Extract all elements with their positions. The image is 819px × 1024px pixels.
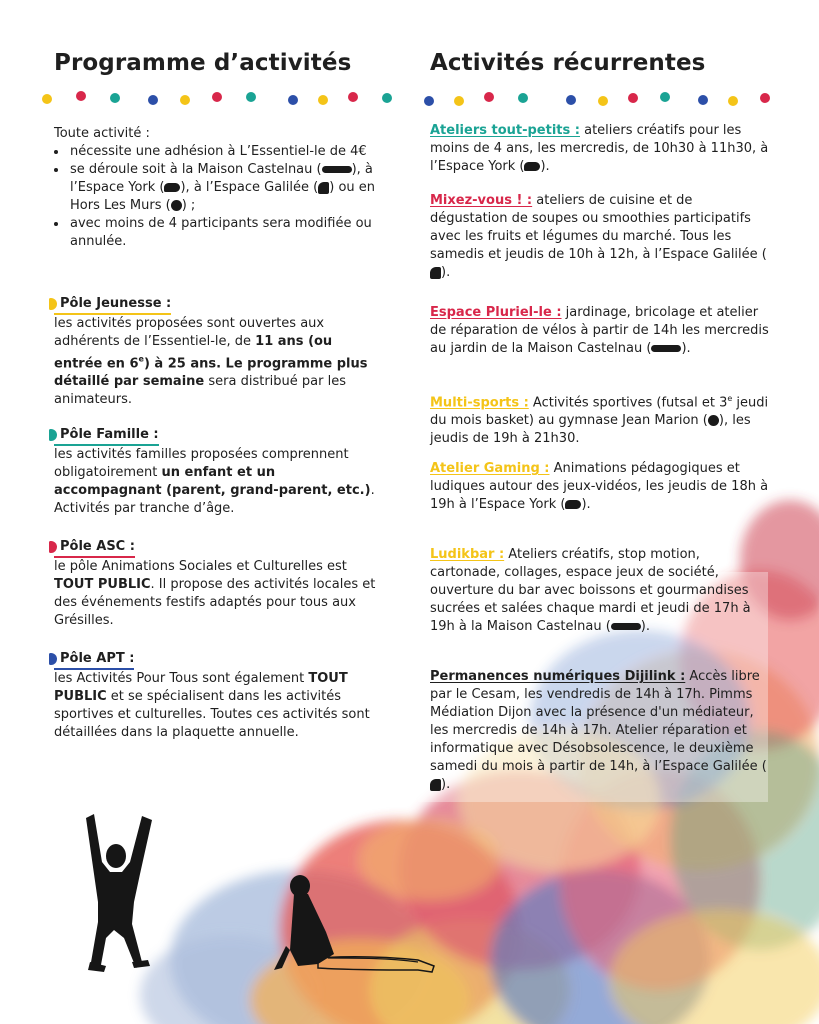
york-symbol-icon bbox=[164, 183, 180, 192]
rule-item: • avec moins de 4 participants sera modifiée ou annulée. bbox=[68, 215, 394, 251]
pole-jeunesse-title: Pôle Jeunesse : bbox=[54, 295, 171, 315]
pole-jeunesse bbox=[54, 292, 384, 409]
right-column bbox=[430, 48, 775, 78]
activity-gaming: Atelier Gaming : Animations pédagogiques et ludiques autour des jeux-vidéos, les jeudis de 18h à 19h à l’Espace York ( ). bbox=[430, 461, 769, 512]
galilee-symbol-icon bbox=[430, 779, 441, 791]
pole-famille-title: Pôle Famille : bbox=[54, 426, 159, 446]
castelnau-symbol-icon bbox=[651, 345, 681, 352]
person-arms-up-icon bbox=[72, 812, 162, 977]
activity-permanences-title: Permanences numériques Dijilink : bbox=[430, 669, 686, 684]
activity-permanences: Permanences numériques Dijilink : Accès libre par le Cesam, les vendredis de 14h à 17h. Pimms Médiation Dijon avec la présence d'un médiateur, les mercredis de 14h à 17h. Atelier réparation et informatique avec Désobsolescence, le deuxième samedi du mois à partir de 14h, à l’Espace Galilée (). bbox=[430, 669, 767, 792]
activity-pluriel: Espace Pluriel-le : jardinage, bricolage et atelier de réparation de vélos à partir de 14h les mercredis au jardin de la Maison Castelnau ( ). bbox=[430, 305, 769, 356]
pole-apt bbox=[54, 647, 384, 742]
decorative-dots-right bbox=[420, 90, 780, 106]
york-symbol-icon bbox=[565, 500, 581, 509]
activity-pluriel-title: Espace Pluriel-le : bbox=[430, 305, 562, 320]
hors-les-murs-symbol-icon bbox=[171, 200, 182, 211]
activity-ateliers-title: Ateliers tout-petits : bbox=[430, 123, 580, 138]
activity-mixez: Mixez-vous ! : ateliers de cuisine et de dégustation de soupes ou smoothies participatifs avec les fruits et légumes du marché. Tous les samedis et jeudis de 10h à 12h, à l’Espace Galilée (). bbox=[430, 193, 767, 280]
intro-block bbox=[54, 125, 394, 251]
activity-multisports-title: Multi-sports : bbox=[430, 395, 529, 411]
pole-asc bbox=[54, 535, 384, 630]
castelnau-symbol-icon bbox=[322, 166, 352, 173]
pole-asc-text: le pôle Animations Sociales et Culturelles est TOUT PUBLIC. Il propose des activités locales et des événements festifs adaptés pour tous aux Grésilles. bbox=[54, 559, 376, 628]
castelnau-symbol-icon bbox=[611, 623, 641, 630]
pole-jeunesse-text: les activités proposées sont ouvertes aux adhérents de l’Essentiel-le, de 11 ans (ou entrée en 6e) à 25 ans. Le programme plus détaillé par semaine sera distribué par les animateurs. bbox=[54, 316, 368, 408]
galilee-symbol-icon bbox=[430, 267, 441, 279]
activity-ludikbar-title: Ludikbar : bbox=[430, 547, 505, 562]
intro-heading: Toute activité : bbox=[54, 126, 150, 141]
activity-mixez-title: Mixez-vous ! : bbox=[430, 193, 533, 208]
activity-ludikbar: Ludikbar : Ateliers créatifs, stop motion, cartonade, collages, espace jeux de société, ouverture du bar avec boissons et gourmandises sucrées et salées chaque mardi et jeudi de 17h à 19h à la Maison Castelnau ( ). bbox=[430, 547, 751, 634]
activity-multisports: Multi-sports : Activités sportives (futsal et 3e jeudi du mois basket) au gymnase Jean Marion ( ), les jeudis de 19h à 21h30. bbox=[430, 394, 769, 447]
pole-asc-title: Pôle ASC : bbox=[54, 538, 135, 558]
person-yoga-icon bbox=[268, 872, 443, 982]
decorative-dots-left bbox=[40, 90, 400, 106]
hors-les-murs-symbol-icon bbox=[708, 415, 719, 426]
york-symbol-icon bbox=[524, 162, 540, 171]
galilee-symbol-icon bbox=[318, 182, 329, 194]
pole-apt-text: les Activités Pour Tous sont également TOUT PUBLIC et se spécialisent dans les activités sportives et culturelles. Toutes ces activités sont détaillées dans la plaquette annuelle. bbox=[54, 671, 370, 740]
pole-apt-title: Pôle APT : bbox=[54, 650, 134, 670]
rule-item: • nécessite une adhésion à L’Essentiel-le de 4€ bbox=[68, 143, 394, 161]
pole-famille-text: les activités familles proposées comprennent obligatoirement un enfant et un accompagnant (parent, grand-parent, etc.). Activités par tranche d’âge. bbox=[54, 447, 375, 516]
rule-item: • se déroule soit à la Maison Castelnau ( ), à l’Espace York ( ), à l’Espace Galilée ( ) ou en Hors Les Murs ( ) ; bbox=[68, 161, 394, 215]
programme-title: Programme d’activités bbox=[54, 50, 352, 76]
activity-gaming-title: Atelier Gaming : bbox=[430, 461, 550, 476]
rules-list bbox=[54, 143, 394, 251]
activity-ateliers: Ateliers tout-petits : ateliers créatifs pour les moins de 4 ans, les mercredis, de 10h30 à 11h30, à l’Espace York ( ). bbox=[430, 123, 769, 174]
recurrentes-title: Activités récurrentes bbox=[430, 50, 706, 76]
pole-famille bbox=[54, 423, 384, 518]
left-column bbox=[54, 48, 394, 78]
